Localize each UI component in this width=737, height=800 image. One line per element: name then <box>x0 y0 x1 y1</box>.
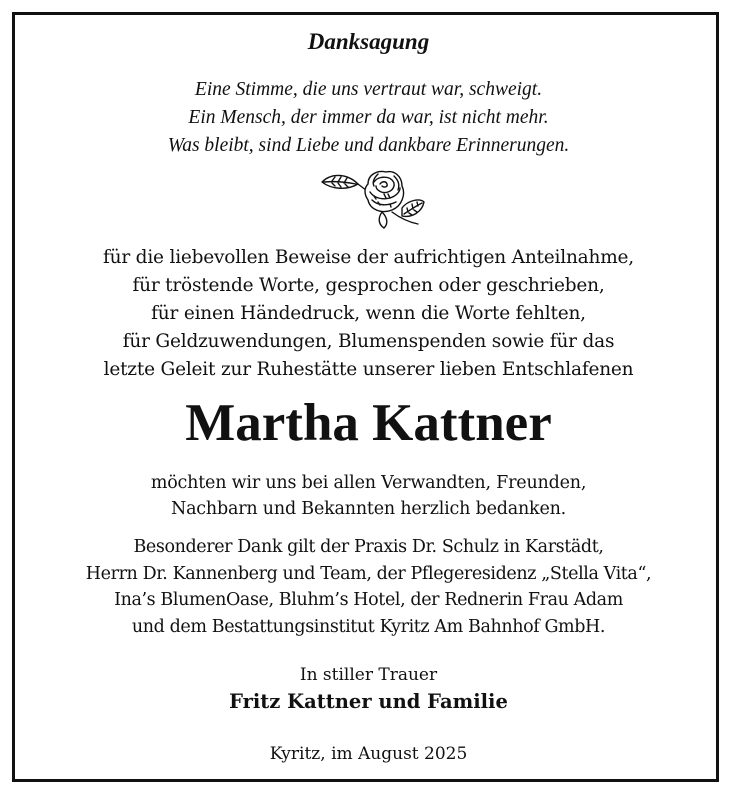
rose-icon <box>318 168 426 230</box>
quote-line: Ein Mensch, der immer da war, ist nicht mehr. <box>188 107 549 128</box>
thanks-line: für einen Händedruck, wenn die Worte fehlten, <box>151 303 586 324</box>
special-thanks-line: Herrn Dr. Kannenberg und Team, der Pflegeresidenz „Stella Vita“, <box>85 563 652 584</box>
special-thanks-line: Besonderer Dank gilt der Praxis Dr. Schulz in Karstädt, <box>133 537 604 557</box>
mourning-label: In stiller Trauer <box>299 665 438 685</box>
deceased-name: Martha Kattner <box>185 394 552 452</box>
quote-line: Eine Stimme, die uns vertraut war, schweigt. <box>194 79 543 100</box>
notice-title: Danksagung <box>307 29 430 54</box>
memorial-quote <box>0 76 737 160</box>
thanks-line: für Geldzuwendungen, Blumenspenden sowie für das <box>122 331 615 352</box>
special-thanks-paragraph <box>0 534 737 640</box>
thanks-line: für tröstende Worte, gesprochen oder geschrieben, <box>132 275 605 296</box>
special-thanks-line: Ina’s BlumenOase, Bluhm’s Hotel, der Rednerin Frau Adam <box>114 590 623 610</box>
family-signature: Fritz Kattner und Familie <box>229 690 508 713</box>
acknowledgement-line: möchten wir uns bei allen Verwandten, Freunden, <box>150 473 587 493</box>
acknowledgement-line: Nachbarn und Bekannten herzlich bedanken. <box>170 499 567 519</box>
quote-line: Was bleibt, sind Liebe und dankbare Erinnerungen. <box>167 135 570 156</box>
special-thanks-line: und dem Bestattungsinstitut Kyritz Am Bahnhof GmbH. <box>131 616 606 637</box>
acknowledgement-paragraph <box>0 470 737 522</box>
thanks-line: für die liebevollen Beweise der aufrichtigen Anteilnahme, <box>103 247 634 268</box>
thanks-line: letzte Geleit zur Ruhestätte unserer lieben Entschlafenen <box>103 359 634 380</box>
thanks-paragraph <box>0 244 737 384</box>
place-date: Kyritz, im August 2025 <box>269 744 468 764</box>
